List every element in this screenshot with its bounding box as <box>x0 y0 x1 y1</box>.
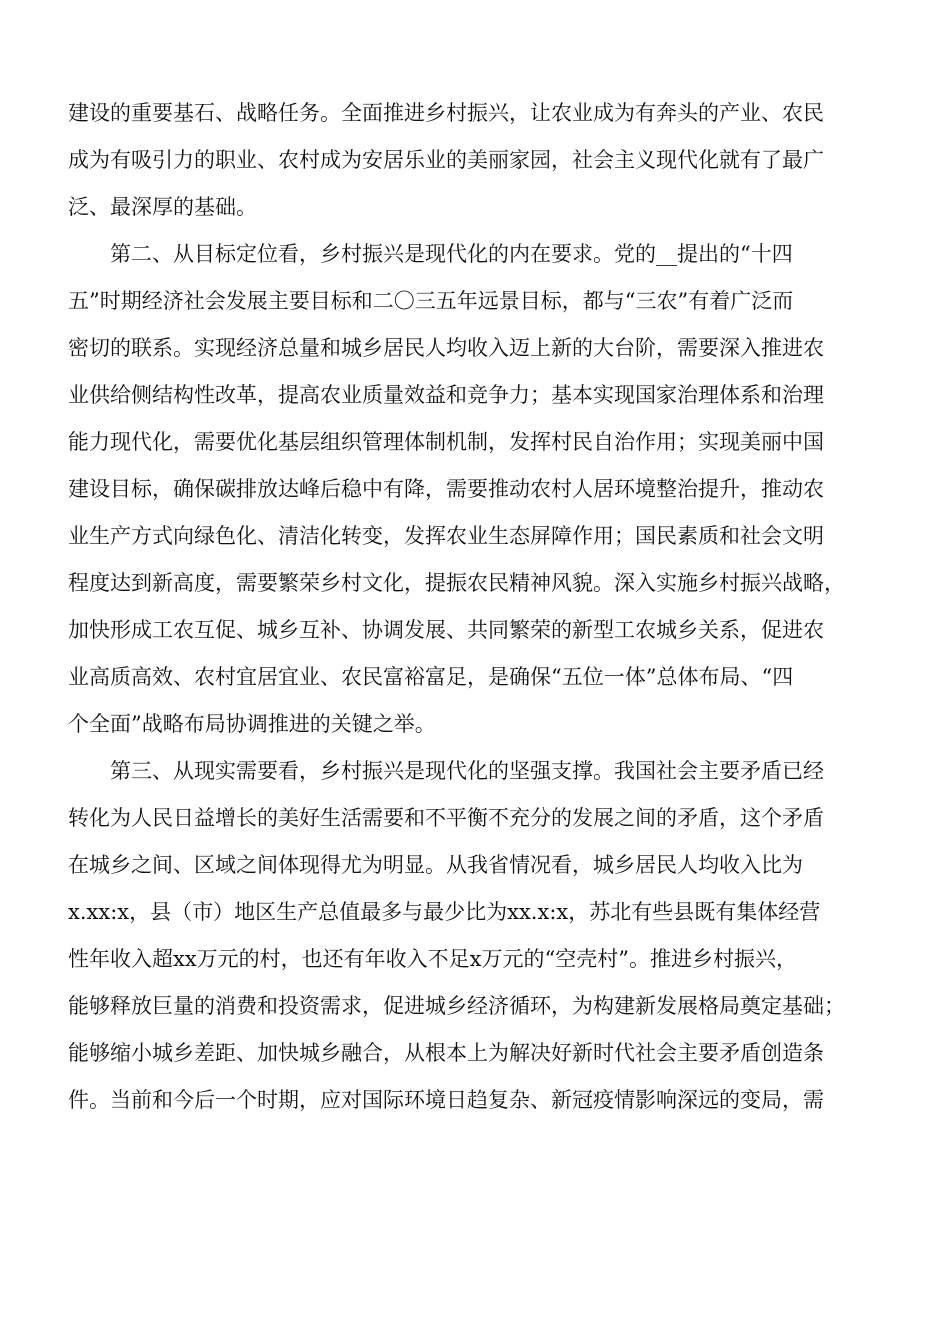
text-line: 泛、最深厚的基础。 <box>68 195 257 219</box>
document-body <box>68 90 882 1124</box>
text-line: 密切的联系。实现经济总量和城乡居民人均收入迈上新的大台阶，需要深入推进农 <box>68 336 824 360</box>
text-line: 成为有吸引力的职业、农村成为安居乐业的美丽家园，社会主义现代化就有了最广 <box>68 148 824 172</box>
text-line: 在城乡之间、区域之间体现得尤为明显。从我省情况看，城乡居民人均收入比为 <box>68 853 803 877</box>
text-line: x.xx:x，县（市）地区生产总值最多与最少比为xx.x:x，苏北有些县既有集体经营 <box>68 900 821 924</box>
text-line: 建设的重要基石、战略任务。全面推进乡村振兴，让农业成为有奔头的产业、农民 <box>68 101 824 125</box>
text-line: 业供给侧结构性改革，提高农业质量效益和竞争力；基本实现国家治理体系和治理 <box>68 383 824 407</box>
paragraph-3 <box>68 748 882 1124</box>
text-line: 程度达到新高度，需要繁荣乡村文化，提振农民精神风貌。深入实施乡村振兴战略， <box>68 571 845 595</box>
text-line: 业生产方式向绿色化、清洁化转变，发挥农业生态屏障作用；国民素质和社会文明 <box>68 524 824 548</box>
paragraph-2 <box>68 231 882 748</box>
text-line: 能力现代化，需要优化基层组织管理体制机制，发挥村民自治作用；实现美丽中国 <box>68 430 824 454</box>
text-line: 件。当前和今后一个时期，应对国际环境日趋复杂、新冠疫情影响深远的变局，需 <box>68 1088 824 1112</box>
paragraph-1 <box>68 90 882 231</box>
text-line: 性年收入超xx万元的村，也还有年收入不足x万元的“空壳村”。推进乡村振兴， <box>68 947 797 971</box>
text-line: 第二、从目标定位看，乡村振兴是现代化的内在要求。党的__提出的“十四 <box>68 242 793 266</box>
text-line: 第三、从现实需要看，乡村振兴是现代化的坚强支撑。我国社会主要矛盾已经 <box>68 759 824 783</box>
text-line: 个全面”战略布局协调推进的关键之举。 <box>68 712 436 736</box>
text-line: 建设目标，确保碳排放达峰后稳中有降，需要推动农村人居环境整治提升，推动农 <box>68 477 824 501</box>
text-line: 能够缩小城乡差距、加快城乡融合，从根本上为解决好新时代社会主要矛盾创造条 <box>68 1041 824 1065</box>
text-line: 转化为人民日益增长的美好生活需要和不平衡不充分的发展之间的矛盾，这个矛盾 <box>68 806 824 830</box>
text-line: 能够释放巨量的消费和投资需求，促进城乡经济循环，为构建新发展格局奠定基础； <box>68 994 845 1018</box>
text-line: 业高质高效、农村宜居宜业、农民富裕富足，是确保“五位一体”总体布局、“四 <box>68 665 794 689</box>
text-line: 五”时期经济社会发展主要目标和二〇三五年远景目标，都与“三农”有着广泛而 <box>68 289 794 313</box>
text-line: 加快形成工农互促、城乡互补、协调发展、共同繁荣的新型工农城乡关系，促进农 <box>68 618 824 642</box>
